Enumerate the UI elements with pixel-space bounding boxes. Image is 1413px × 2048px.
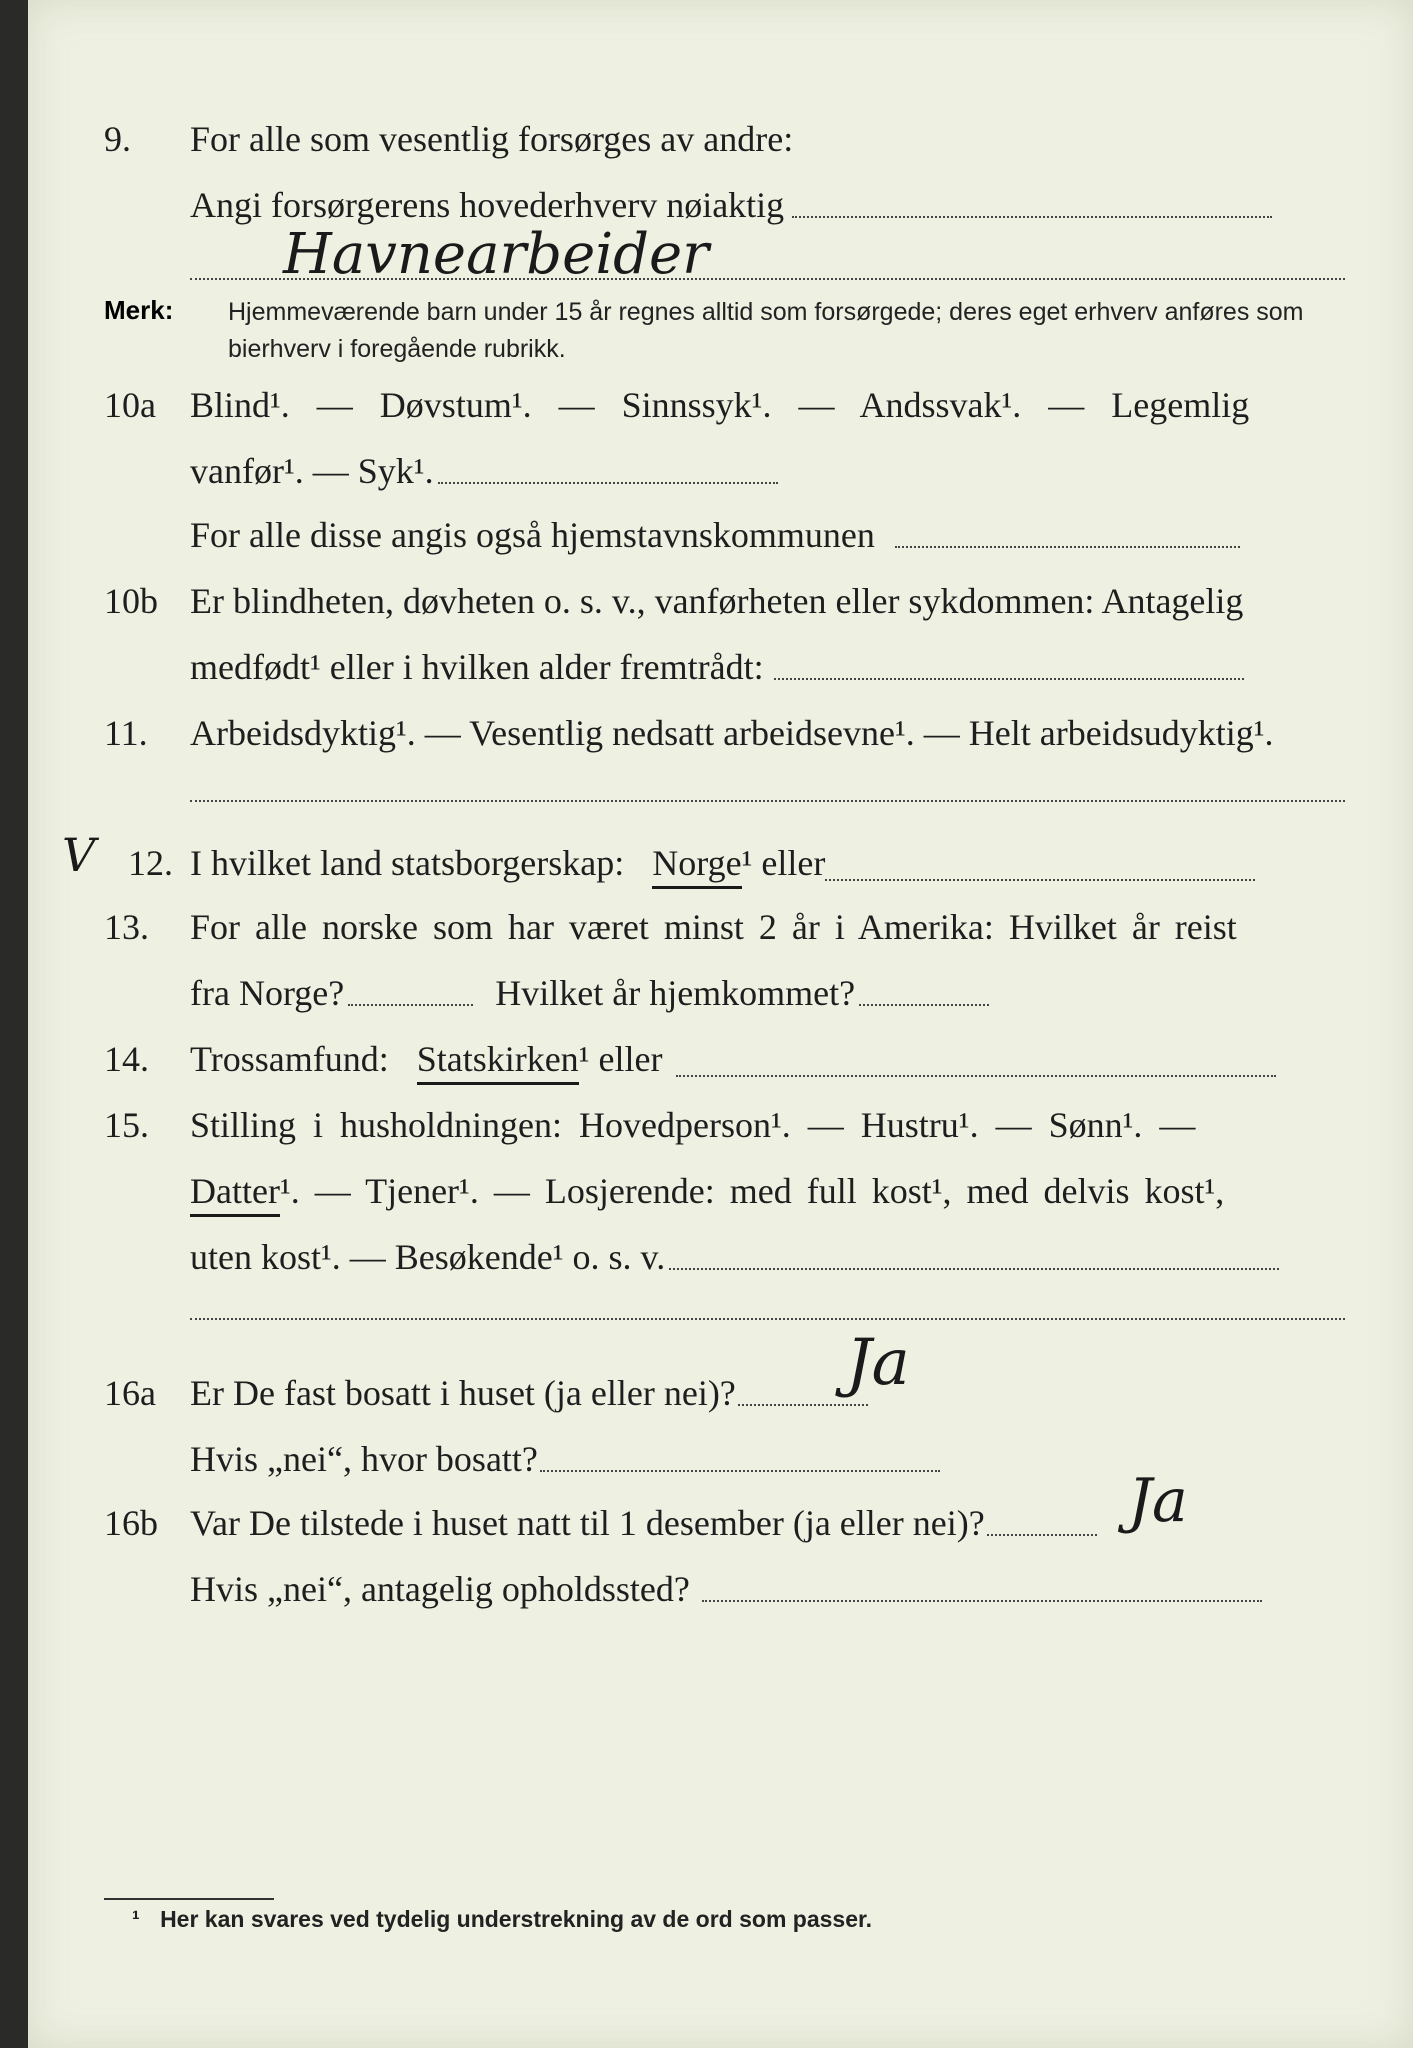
q10a-line2-wrap [190,450,778,492]
q12-post: ¹ eller [741,843,826,883]
q14-line-wrap [190,1038,1276,1085]
merk-text: Hjemmeværende barn under 15 år regnes alltid som forsørgede; deres eget erhverv anføres som bierhverv i foregående rubrikk. [228,298,1304,363]
q16a-line2-wrap [190,1438,940,1480]
q14-post: ¹ eller [578,1039,663,1079]
q13-line2b: Hvilket år hjemkommet? [495,973,856,1013]
q16b-line2: Hvis „nei“, antagelig opholdssted? [190,1569,690,1609]
q10b-line1: Er blindheten, døvheten o. s. v., vanførheten eller sykdommen: Antagelig [190,581,1244,621]
q14-number: 14. [104,1039,149,1079]
q10a-line1: Blind¹. — Døvstum¹. — Sinnssyk¹. — Andssvak¹. — Legemlig [190,385,1250,425]
q10b-line2-wrap [190,646,1244,688]
q10a-line3: For alle disse angis også hjemstavnskommunen [190,515,875,555]
q9-number: 9. [104,119,131,159]
q12-dotted-line [825,877,1255,881]
q14-dotted-line [676,1073,1276,1077]
q11-line1: Arbeidsdyktig¹. — Vesentlig nedsatt arbeidsevne¹. — Helt arbeidsudyktig¹. [190,713,1274,753]
q13-number: 13. [104,907,149,947]
q15-line3: uten kost¹. — Besøkende¹ o. s. v. [190,1237,666,1277]
q16b-number: 16b [104,1503,158,1543]
q9-line2-wrap [190,184,1272,226]
q13-line1: For alle norske som har været minst 2 år i Amerika: Hvilket år reist [190,907,1237,947]
q12-check-mark: V [62,828,96,882]
q16a-line1: Er De fast bosatt i huset (ja eller nei)? [190,1373,736,1413]
q16b-dotted-line [987,1532,1097,1536]
q10a-number: 10a [104,385,156,425]
q15-answer-line [190,1318,1345,1320]
q9-handwritten-answer: Havnearbeider [283,222,709,287]
q15-line2-wrap [190,1170,1224,1217]
q15-dotted-line [669,1266,1279,1270]
q15-line1: Stilling i husholdningen: Hovedperson¹. — Hustru¹. — Sønn¹. — [190,1105,1196,1145]
q16b-line1: Var De tilstede i huset natt til 1 desember (ja eller nei)? [190,1503,985,1543]
q11-answer-line [190,800,1345,802]
q12-line-wrap [190,842,1255,889]
footnote-text: Her kan svares ved tydelig understrekning av de ord som passer. [160,1906,873,1932]
footnote-rule [104,1898,274,1900]
q16a-number: 16a [104,1373,156,1413]
q16a-line1-wrap [190,1372,868,1414]
merk-label: Merk: [104,295,174,325]
q16a-line2: Hvis „nei“, hvor bosatt? [190,1439,538,1479]
q16a-handwritten-answer: Ja [846,1326,910,1400]
q9-dotted-line [792,214,1272,218]
q13-line2a: fra Norge? [190,973,345,1013]
footnote-mark: ¹ [132,1906,140,1932]
footnote [132,1906,872,1933]
q10b-number: 10b [104,581,158,621]
q12-underlined-norge: Norge [652,842,741,889]
q16b-line2-wrap [190,1568,1262,1610]
q9-line1: For alle som vesentlig forsørges av andre: [190,119,794,159]
q14-underlined-statskirken: Statskirken [417,1038,579,1085]
q10a-line2: vanfør¹. — Syk¹. [190,451,434,491]
q11-number: 11. [104,713,148,753]
q13-dotted-line-a [348,1002,473,1006]
q16b-handwritten-answer: Ja [1128,1466,1188,1536]
q10a-line3-wrap [190,514,1240,556]
q10a-dotted-line [438,480,778,484]
q9-answer-line [190,278,1345,280]
q13-line2-wrap [190,972,989,1014]
q13-dotted-line-b [859,1002,989,1006]
q14-question: Trossamfund: [190,1039,389,1079]
q16a-dotted-line2 [540,1468,940,1472]
q9-line2: Angi forsørgerens hovederhverv nøiaktig [190,185,785,225]
q12-number: 12. [128,843,173,883]
q10b-dotted-line [774,676,1244,680]
q15-number: 15. [104,1105,149,1145]
q16b-dotted-line2 [702,1598,1262,1602]
q15-underlined-datter: Datter [190,1170,280,1217]
q15-line3-wrap [190,1236,1279,1278]
q16b-line1-wrap [190,1502,1097,1544]
form-page [28,0,1413,2048]
q12-question: I hvilket land statsborgerskap: [190,843,625,883]
q15-line2: ¹. — Tjener¹. — Losjerende: med full kost¹, med delvis kost¹, [279,1171,1225,1211]
q16a-dotted-line [738,1402,868,1406]
q10b-line2: medfødt¹ eller i hvilken alder fremtrådt: [190,647,764,687]
q10a-dotted-line2 [895,544,1240,548]
